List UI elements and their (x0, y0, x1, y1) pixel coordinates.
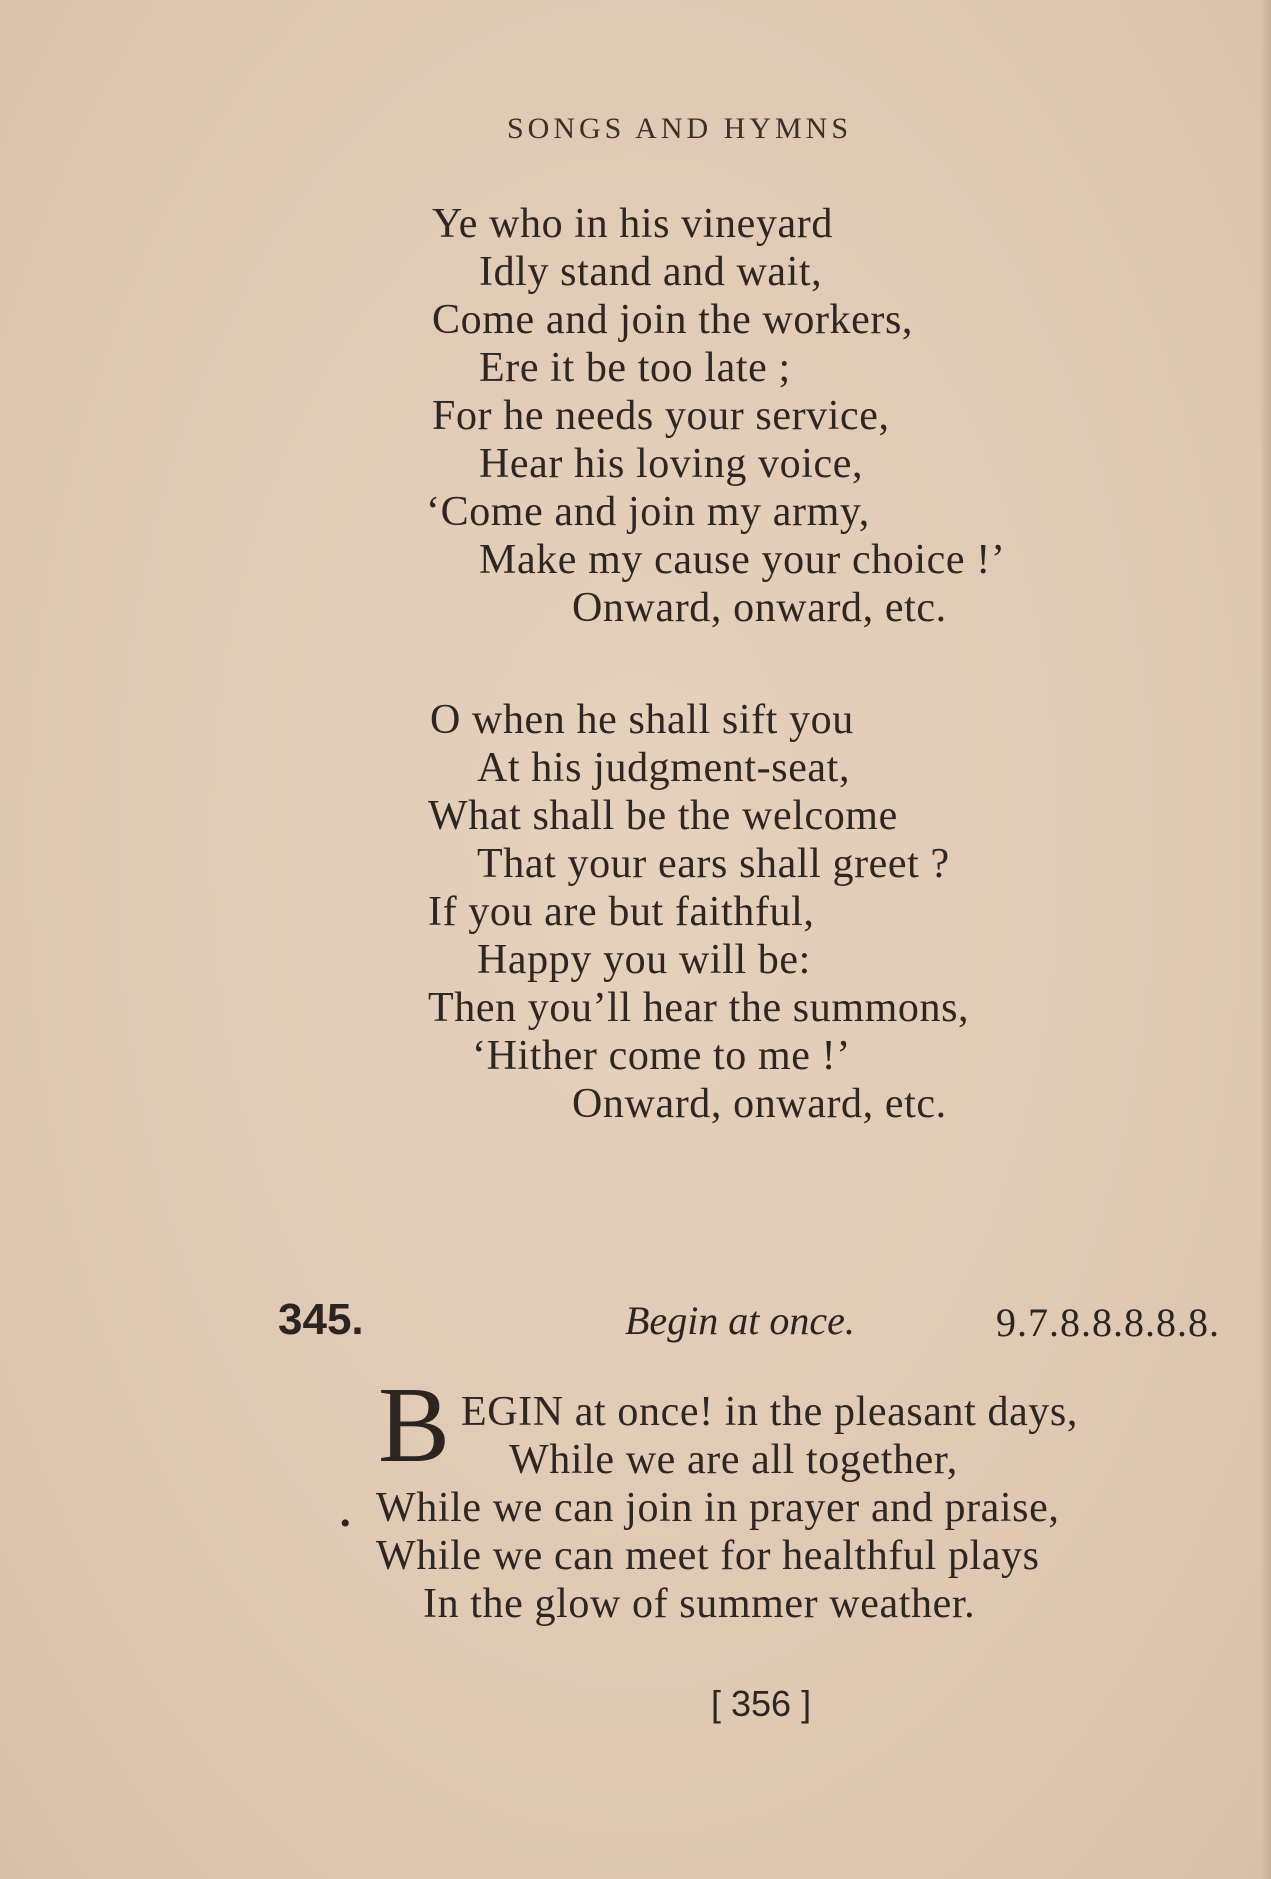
bullet-mark: • (340, 1507, 351, 1540)
running-head: SONGS AND HYMNS (506, 112, 853, 145)
verse-line: What shall be the welcome (428, 793, 898, 839)
verse-line: If you are but faithful, (428, 889, 815, 935)
hymn-number: 345. (278, 1295, 364, 1344)
verse-line: While we are all together, (509, 1437, 958, 1483)
verse-line: While we can meet for healthful plays (376, 1533, 1040, 1579)
page-number: [ 356 ] (711, 1683, 812, 1724)
hymn-meter: 9.7.8.8.8.8.8. (996, 1300, 1220, 1345)
verse-line: While we can join in prayer and praise, (376, 1485, 1060, 1531)
verse-line: Hear his loving voice, (479, 441, 864, 487)
verse-line: Make my cause your choice !’ (479, 537, 1006, 583)
verse-line: ‘Come and join my army, (426, 489, 870, 535)
verse-line: Idly stand and wait, (479, 249, 823, 295)
verse-line: EGIN at once! in the pleasant days, (461, 1389, 1078, 1435)
drop-cap: B (378, 1366, 451, 1485)
refrain-line: Onward, onward, etc. (572, 585, 947, 631)
verse-line: ‘Hither come to me !’ (472, 1033, 851, 1079)
verse-line: In the glow of summer weather. (423, 1581, 976, 1627)
verse-line: Then you’ll hear the summons, (428, 985, 970, 1031)
verse-line: Ere it be too late ; (479, 345, 791, 391)
hymn-title: Begin at once. (625, 1298, 855, 1343)
verse-line: Ye who in his vineyard (432, 201, 833, 247)
verse-line: Happy you will be: (477, 937, 811, 983)
verse-line: That your ears shall greet ? (477, 841, 950, 887)
verse-line: For he needs your service, (432, 393, 890, 439)
verse-line: O when he shall sift you (430, 697, 854, 743)
verse-line: Come and join the workers, (432, 297, 914, 343)
refrain-line: Onward, onward, etc. (572, 1081, 947, 1127)
verse-line: At his judgment-seat, (477, 745, 851, 791)
